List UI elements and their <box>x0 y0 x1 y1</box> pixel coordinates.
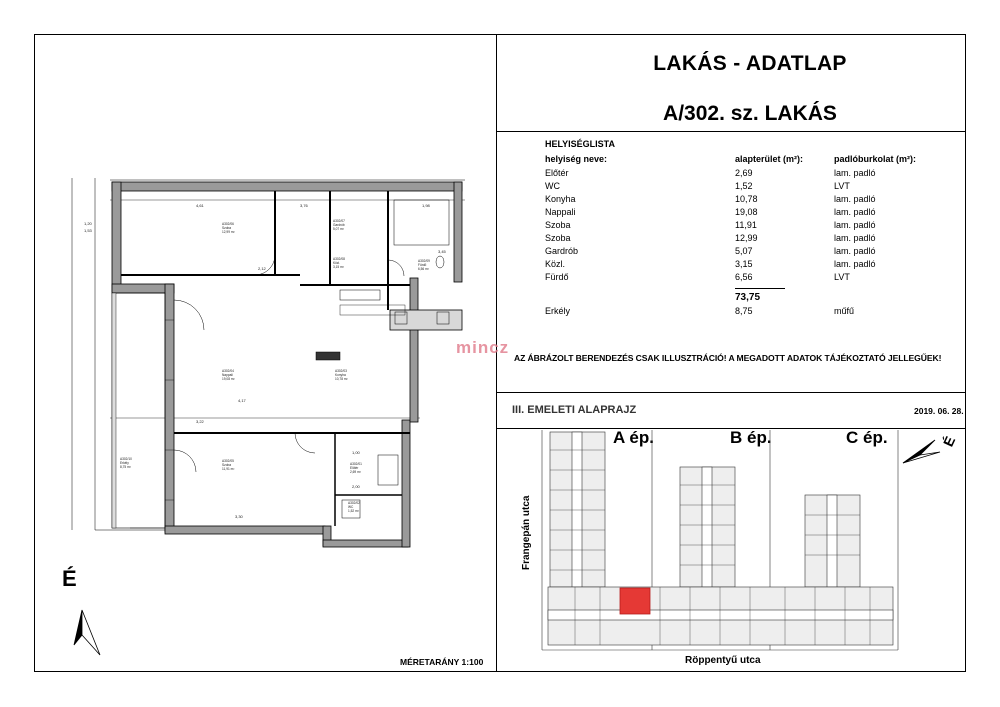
svg-text:A302/07: A302/07 <box>333 219 345 223</box>
svg-text:A302/02: A302/02 <box>348 501 360 505</box>
room-row: Gardrób 5,07 lam. padló <box>545 246 876 256</box>
room-list-heading: HELYISÉGLISTA <box>545 139 616 149</box>
svg-text:A302/03: A302/03 <box>335 369 347 373</box>
col-floor: padlóburkolat (m²): <box>834 154 916 164</box>
svg-text:Fürdő: Fürdő <box>418 263 427 267</box>
building-c-label: C ép. <box>846 428 888 447</box>
svg-text:3,30: 3,30 <box>235 514 243 519</box>
svg-text:2,12: 2,12 <box>258 266 266 271</box>
svg-text:A302/01: A302/01 <box>350 462 362 466</box>
svg-text:A302/06: A302/06 <box>222 222 234 226</box>
svg-text:1,98: 1,98 <box>422 203 430 208</box>
svg-text:A302/05: A302/05 <box>222 459 234 463</box>
watermark: mincz <box>456 338 510 357</box>
svg-text:A302/04: A302/04 <box>222 369 234 373</box>
svg-text:2,00: 2,00 <box>352 484 360 489</box>
svg-text:1,52 m²: 1,52 m² <box>348 509 359 513</box>
room-row: Előtér 2,69 lam. padló <box>545 168 876 178</box>
balcony-row: Erkély 8,75 műfű <box>545 306 855 316</box>
street-left: Frangepán utca <box>521 495 532 570</box>
dimension-labels <box>84 203 447 519</box>
svg-text:3,22: 3,22 <box>196 419 204 424</box>
svg-text:10,78 m²: 10,78 m² <box>335 377 348 381</box>
sheet-title: LAKÁS - ADATLAP <box>653 52 847 75</box>
svg-text:Előtér: Előtér <box>350 466 359 470</box>
svg-text:11,91 m²: 11,91 m² <box>222 467 235 471</box>
svg-text:19,08 m²: 19,08 m² <box>222 377 235 381</box>
svg-text:Nappali: Nappali <box>222 373 233 377</box>
svg-text:4,61: 4,61 <box>196 203 204 208</box>
col-area: alapterület (m²): <box>735 154 804 164</box>
svg-text:Gardrób: Gardrób <box>333 223 345 227</box>
room-row: Szoba 11,91 lam. padló <box>545 220 876 230</box>
north-label: É <box>62 566 77 591</box>
svg-text:1,53: 1,53 <box>84 228 92 233</box>
svg-text:4,17: 4,17 <box>238 398 246 403</box>
disclaimer: AZ ÁBRÁZOLT BERENDEZÉS CSAK ILLUSZTRÁCIÓ! A MEGADOTT ADATOK TÁJÉKOZTATÓ JELLEGŰEK! <box>514 353 942 363</box>
svg-text:3,76: 3,76 <box>300 203 308 208</box>
svg-text:1,00: 1,00 <box>352 450 360 455</box>
svg-text:Közl.: Közl. <box>333 261 341 265</box>
svg-text:8,75 m²: 8,75 m² <box>120 465 131 469</box>
svg-text:1,20: 1,20 <box>84 221 92 226</box>
room-row: Fürdő 6,56 LVT <box>545 272 850 282</box>
svg-text:5,07 m²: 5,07 m² <box>333 227 344 231</box>
svg-text:2,69 m²: 2,69 m² <box>350 470 361 474</box>
highlighted-apartment <box>620 588 650 614</box>
floor-plan <box>72 178 465 547</box>
svg-text:A302/09: A302/09 <box>418 259 430 263</box>
col-room-name: helyiség neve: <box>545 154 608 164</box>
room-row: Közl. 3,15 lam. padló <box>545 259 876 269</box>
date: 2019. 06. 28. <box>914 406 964 416</box>
site-north-label: É <box>939 433 959 449</box>
svg-text:6,56 m²: 6,56 m² <box>418 267 429 271</box>
svg-text:12,99 m²: 12,99 m² <box>222 230 235 234</box>
room-row: WC 1,52 LVT <box>545 181 850 191</box>
svg-text:Erkély: Erkély <box>120 461 129 465</box>
street-bottom: Röppentyű utca <box>685 655 761 666</box>
floor-label: III. EMELETI ALAPRAJZ <box>512 404 637 416</box>
room-row: Szoba 12,99 lam. padló <box>545 233 876 243</box>
room-row: Konyha 10,78 lam. padló <box>545 194 876 204</box>
svg-text:Konyha: Konyha <box>335 373 346 377</box>
site-north-arrow <box>903 440 940 463</box>
scale-label: MÉRETARÁNY 1:100 <box>400 657 484 667</box>
room-row: Nappali 19,08 lam. padló <box>545 207 876 217</box>
apartment-number: A/302. sz. LAKÁS <box>663 102 837 125</box>
building-a-label: A ép. <box>613 428 654 447</box>
svg-text:WC: WC <box>348 505 354 509</box>
svg-text:Szoba: Szoba <box>222 226 232 230</box>
svg-text:Szoba: Szoba <box>222 463 232 467</box>
svg-text:A302/08: A302/08 <box>333 257 345 261</box>
total-area: 73,75 <box>735 292 761 303</box>
north-arrow <box>74 610 100 655</box>
svg-text:3,45: 3,45 <box>438 249 446 254</box>
building-b-label: B ép. <box>730 428 772 447</box>
site-plan <box>542 430 898 650</box>
svg-text:A302/10: A302/10 <box>120 457 132 461</box>
svg-text:3,15 m²: 3,15 m² <box>333 265 344 269</box>
